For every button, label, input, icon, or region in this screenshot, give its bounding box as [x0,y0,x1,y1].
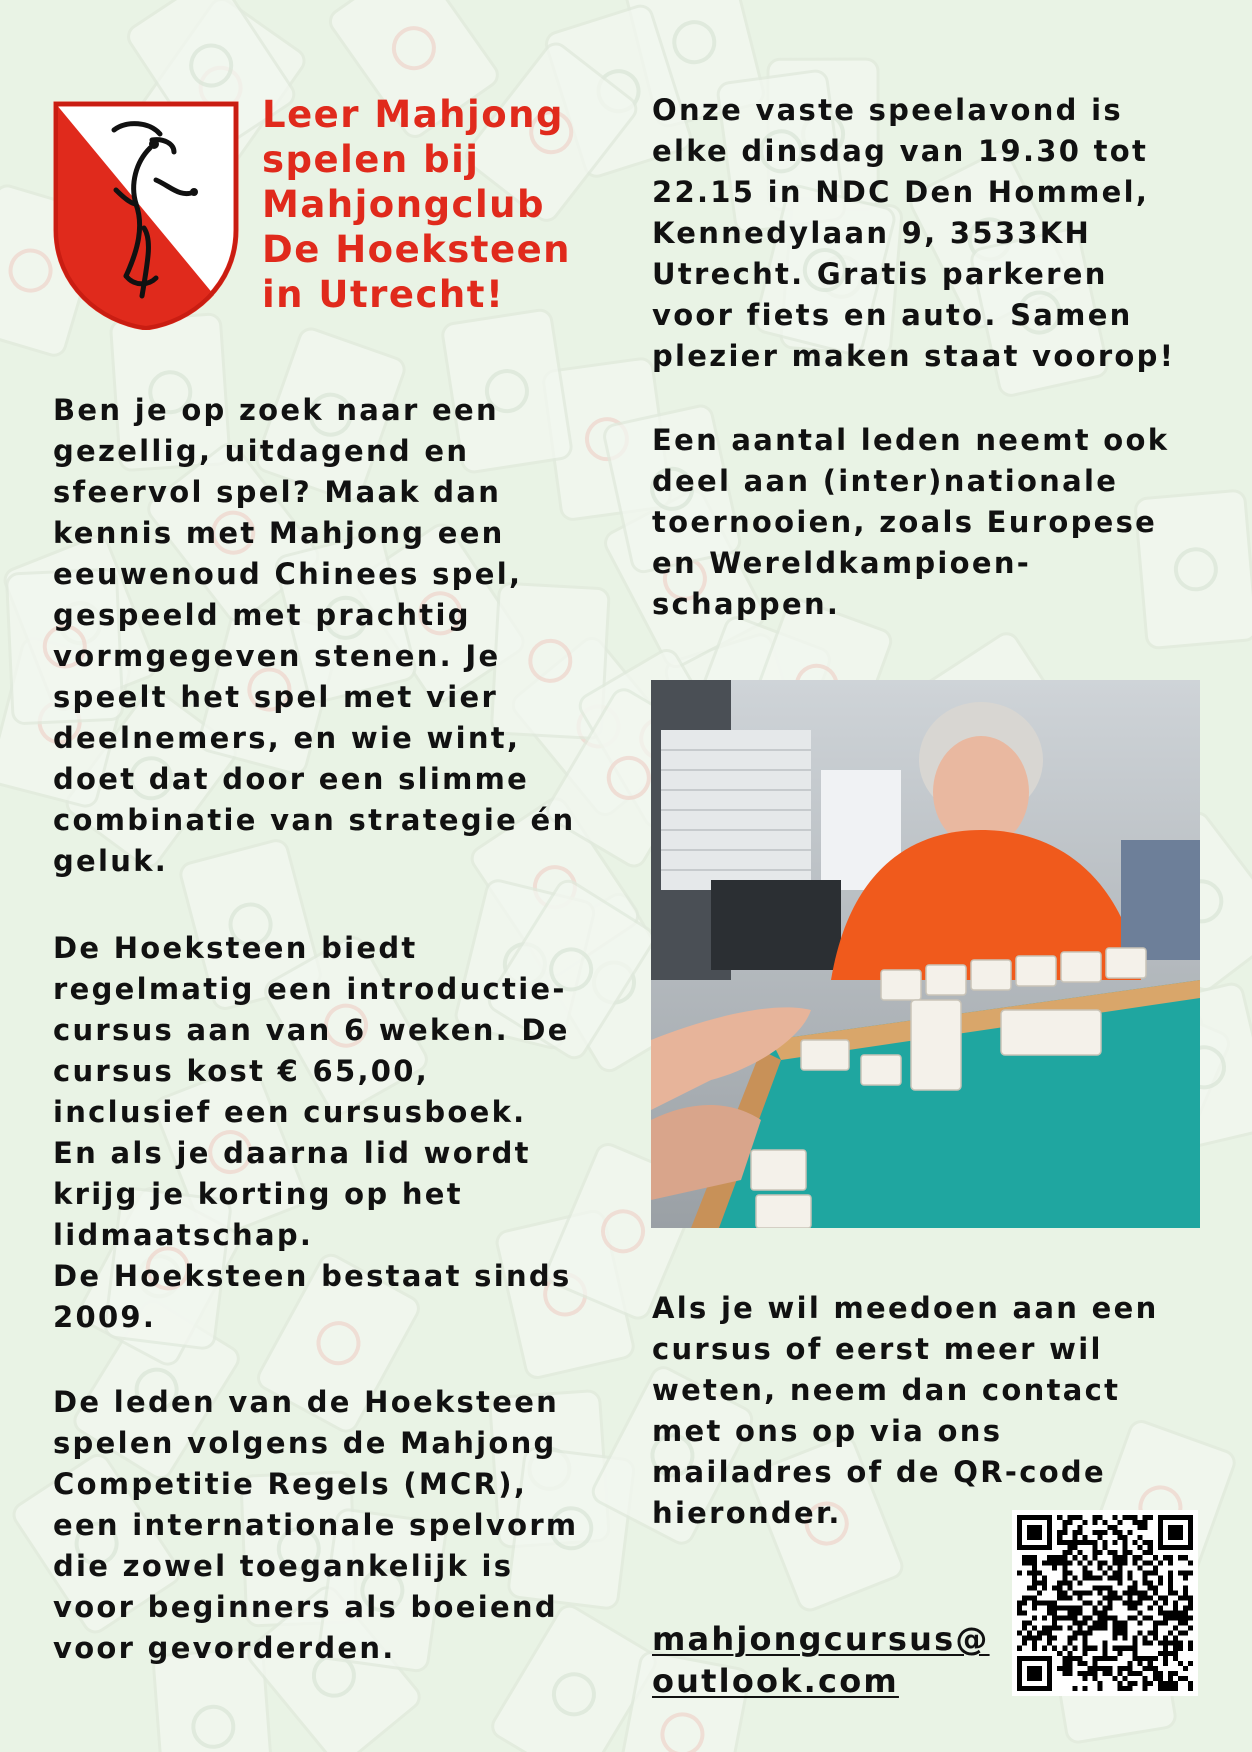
play-evening-paragraph: Onze vaste speelavond is elke dinsdag van 19.30 tot 22.15 in NDC Den Hommel, Kennedylaan 9, 3533KH Utrecht. Gratis parkeren voor fiets en auto. Samen plezier maken staat voorop! [652,93,1176,373]
woman-playing-mahjong-photo [651,680,1200,1228]
page-title: Leer Mahjong spelen bij Mahjongclub De Hoeksteen in Utrecht! [262,93,572,316]
tournaments-paragraph: Een aantal leden neemt ook deel aan (inter)nationale toernooien, zoals Europese en Wereldkampioen- schappen. [652,423,1170,621]
rules-paragraph: De leden van de Hoeksteen spelen volgens de Mahjong Competitie Regels (MCR), een internationale spelvorm die zowel toegankelijk is voor beginners als boeiend voor gevorderden. [53,1385,579,1665]
contact-paragraph: Als je wil meedoen aan een cursus of eerst meer wil weten, neem dan contact met ons op via ons mailadres of de QR-code hieronder. [652,1291,1159,1530]
qr-code-icon[interactable] [1012,1510,1198,1696]
email-link[interactable]: mahjongcursus@ outlook.com [652,1620,990,1700]
intro-paragraph: Ben je op zoek naar een gezellig, uitdagend en sfeervol spel? Maak dan kennis met Mahjong een eeuwenoud Chinees spel, gespeeld met prachtig vormgegeven stenen. Je speelt het spel met vier deelnemers, en wie wint, doet dat door een slimme combinatie van strategie én geluk. [53,393,576,878]
crest-shield-icon [52,100,240,330]
course-paragraph: De Hoeksteen biedt regelmatig een introductie- cursus aan van 6 weken. De cursus kost € 65,00, inclusief een cursusboek. En als je daarna lid wordt krijg je korting op het lidmaatschap. De Hoeksteen bestaat sinds 2009. [53,931,572,1334]
